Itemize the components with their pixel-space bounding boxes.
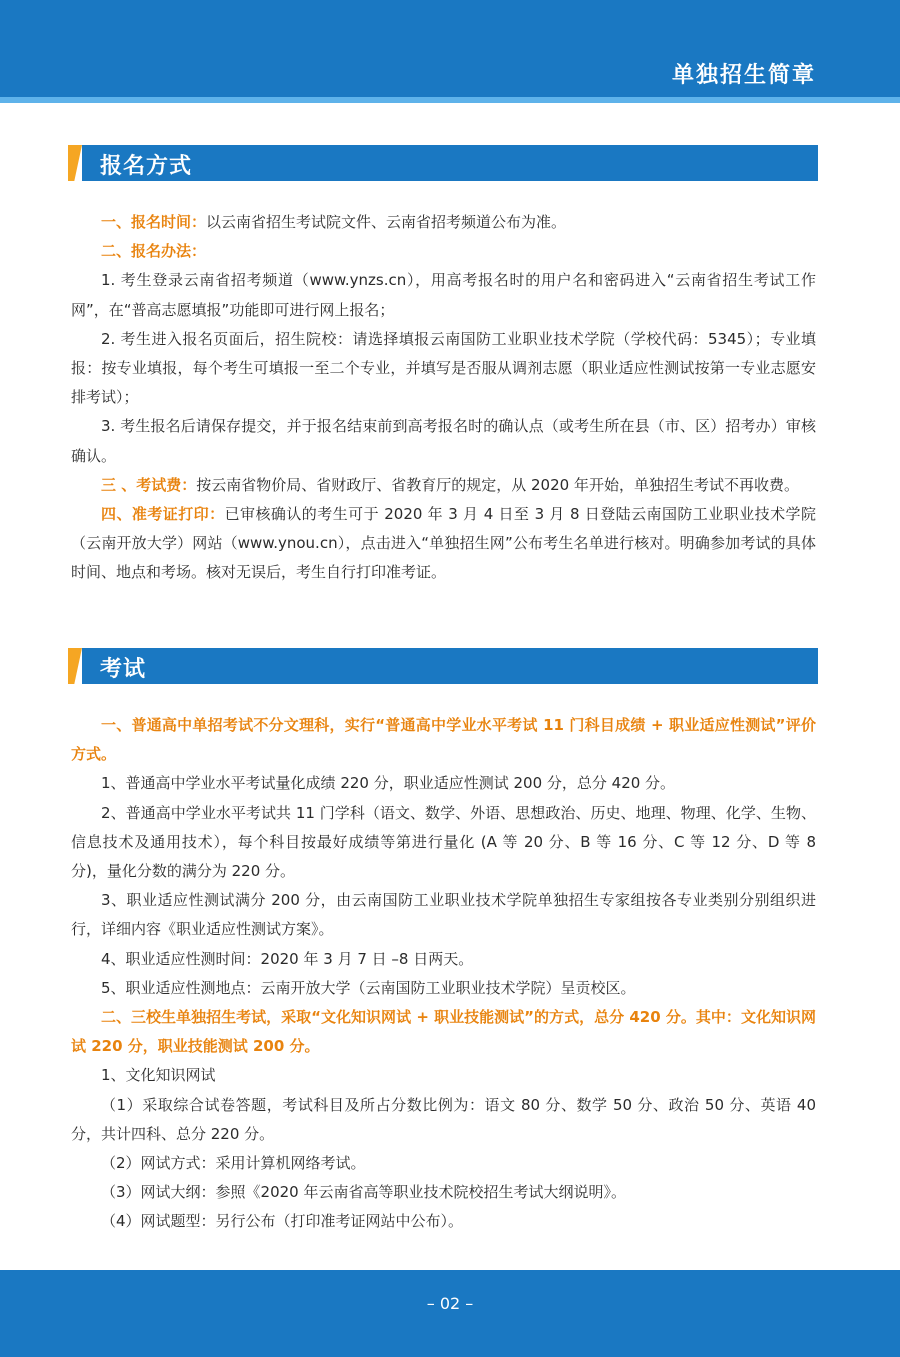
paragraph: （2）网试方式：采用计算机网络考试。 [101,1154,366,1173]
section-body-exam [71,711,816,1237]
paragraph [71,237,816,266]
page-number: – 02 – [426,1294,474,1313]
brochure-title: 单独招生简章 [671,63,816,88]
highlight-label: 三 、考试费： [101,475,197,494]
highlight-paragraph: 一、普通高中单招考试不分文理科，实行“普通高中学业水平考试 11 门科目成绩 + 职业适应性测试”评价方式。 [71,716,816,764]
highlight-paragraph: 二、三校生单独招生考试，采取“文化知识网试 + 职业技能测试”的方式，总分 420 分。其中：文化知识网试 220 分，职业技能测试 200 分。 [71,1008,816,1056]
paragraph-text: 已审核确认的考生可于 2020 年 3 月 4 日至 3 月 8 日登陆云南国防工业职业技术学院（云南开放大学）网站（www.ynou.cn），点击进入“单独招生网”公布考生名单进行核对。明确参加考试的具体时间、地点和考场。核对无误后，考生自行打印准考证。 [71,505,816,582]
highlight-label: 二、报名办法： [101,242,207,261]
paragraph: 2、普通高中学业水平考试共 11 门学科（语文、数学、外语、思想政治、历史、地理、物理、化学、生物、信息技术及通用技术），每个科目按最好成绩等第进行量化 (A 等 20 分、B 等 16 分、C 等 12 分、D 等 8 分)，量化分数的满分为 220 分。 [71,803,816,881]
highlight-label: 一、报名时间： [101,213,207,231]
paragraph [71,471,816,500]
section-body-registration [71,208,816,588]
highlight-label: 四、准考证打印： [101,505,225,524]
paragraph: （4）网试题型：另行公布（打印准考证网站中公布）。 [101,1212,464,1231]
section-accent-bar [68,145,82,181]
paragraph: 1. 考生登录云南省招考频道（www.ynzs.cn），用高考报名时的用户名和密码进入“云南省招生考试工作网”，在“普高志愿填报”功能即可进行网上报名； [71,271,816,319]
paragraph: 2. 考生进入报名页面后，招生院校：请选择填报云南国防工业职业技术学院（学校代码：5345）；专业填报：按专业填报，每个考生可填报一至二个专业，并填写是否服从调剂志愿（职业适应性测试按第一专业志愿安排考试）； [71,329,816,407]
section-accent-bar [68,648,82,684]
paragraph-text: 按云南省物价局、省财政厅、省教育厅的规定，从 2020 年开始，单独招生考试不再收费。 [196,475,799,494]
section-header-bar [82,145,818,181]
paragraph: 4、职业适应性测时间：2020 年 3 月 7 日 –8 日两天。 [101,949,474,968]
paragraph [71,500,816,588]
paragraph: 3. 考生报名后请保存提交，并于报名结束前到高考报名时的确认点（或考生所在县（市、区）招考办）审核确认。 [71,417,816,465]
section-title: 报名方式 [100,154,193,179]
section-header-registration [68,145,818,181]
section-header-exam [68,648,818,684]
paragraph: 5、职业适应性测地点：云南开放大学（云南国防工业职业技术学院）呈贡校区。 [101,978,636,997]
paragraph [71,208,816,237]
section-title: 考试 [100,657,147,682]
paragraph-text: 以云南省招生考试院文件、云南省招考频道公布为准。 [206,213,567,231]
paragraph: （3）网试大纲：参照《2020 年云南省高等职业技术院校招生考试大纲说明》。 [101,1183,626,1202]
section-header-bar [82,648,818,684]
paragraph: 3、职业适应性测试满分 200 分，由云南国防工业职业技术学院单独招生专家组按各专业类别分别组织进行，详细内容《职业适应性测试方案》。 [71,891,816,939]
paragraph: （1）采取综合试卷答题，考试科目及所占分数比例为：语文 80 分、数学 50 分、政治 50 分、英语 40 分，共计四科、总分 220 分。 [71,1095,816,1143]
footer-band [0,1270,900,1357]
header-accent-line [0,97,900,103]
paragraph: 1、文化知识网试 [101,1066,216,1085]
paragraph: 1、普通高中学业水平考试量化成绩 220 分，职业适应性测试 200 分，总分 420 分。 [101,774,676,793]
